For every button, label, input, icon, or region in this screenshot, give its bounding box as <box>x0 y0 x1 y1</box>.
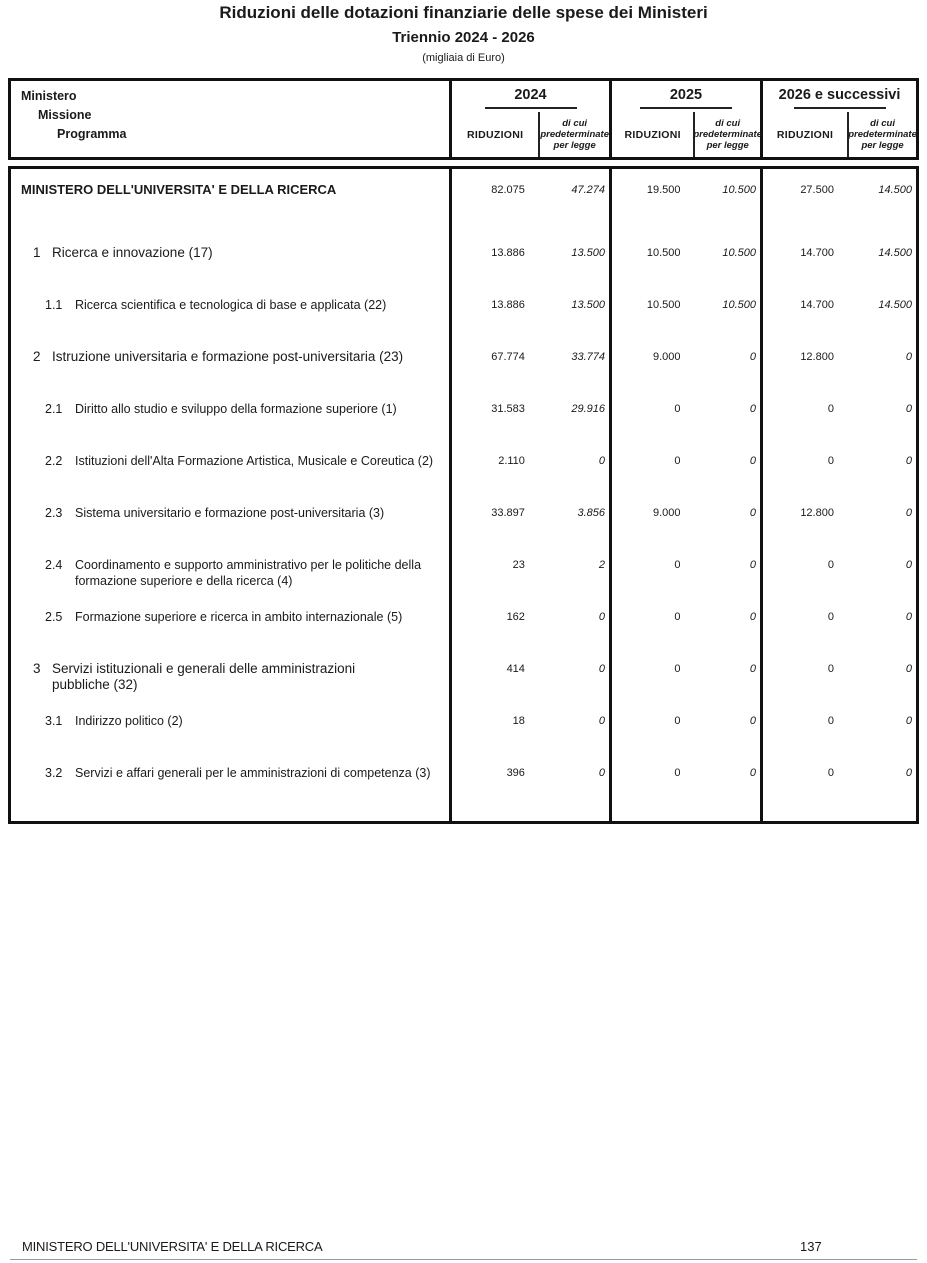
year-label-2024: 2024 <box>514 87 547 103</box>
riduzioni-2026: 0 <box>827 611 834 623</box>
row-label: Istruzione universitaria e formazione post-universitaria (23) <box>52 349 404 364</box>
predeterminate-2026: 0 <box>905 611 912 623</box>
col-predeterminate-2024: di cui predeterminate per legge <box>538 112 609 157</box>
row-label: Ricerca e innovazione (17) <box>52 245 213 260</box>
values-2025 <box>612 495 763 547</box>
row-label-cell <box>11 495 452 547</box>
header-ministero: Ministero <box>21 89 77 103</box>
values-2025 <box>612 235 763 287</box>
row-label-cell <box>11 443 452 495</box>
values-2026 <box>763 339 916 391</box>
riduzioni-2024: 396 <box>506 767 525 779</box>
riduzioni-2026: 0 <box>827 455 834 467</box>
table-row-program-2-3 <box>11 495 916 547</box>
row-label: Servizi istituzionali e generali delle amministrazioni pubbliche (32) <box>52 661 356 692</box>
row-label-cell <box>11 755 452 821</box>
table-header <box>8 78 919 160</box>
predeterminate-2026: 0 <box>905 559 912 571</box>
row-number: 2.3 <box>45 506 63 520</box>
riduzioni-2025: 0 <box>674 663 681 675</box>
riduzioni-2026: 12.800 <box>800 351 834 363</box>
row-label: MINISTERO DELL'UNIVERSITA' E DELLA RICERCA <box>21 182 337 197</box>
riduzioni-2024: 23 <box>512 559 525 571</box>
subheader-2026 <box>763 112 916 157</box>
predeterminate-2026: 0 <box>905 351 912 363</box>
table-row-program-2-5 <box>11 599 916 651</box>
year-label-2026: 2026 e successivi <box>778 87 901 103</box>
table-row-program-3-2 <box>11 755 916 821</box>
header-group-2026 <box>763 81 916 157</box>
values-2026 <box>763 169 916 235</box>
col-riduzioni-2025: RIDUZIONI <box>624 128 681 141</box>
riduzioni-2024: 33.897 <box>491 507 525 519</box>
riduzioni-2024: 67.774 <box>491 351 525 363</box>
row-number: 2.2 <box>45 454 63 468</box>
row-label-cell <box>11 547 452 599</box>
riduzioni-2025: 0 <box>674 715 681 727</box>
table-row-mission-3 <box>11 651 916 703</box>
values-2025 <box>612 169 763 235</box>
riduzioni-2024: 13.886 <box>491 299 525 311</box>
predeterminate-2026: 14.500 <box>878 299 912 311</box>
values-2025 <box>612 547 763 599</box>
row-label: Istituzioni dell'Alta Formazione Artistica, Musicale e Coreutica (2) <box>75 454 434 468</box>
predeterminate-2024: 0 <box>598 767 605 779</box>
row-number: 3 <box>33 661 41 676</box>
col-predeterminate-2025: di cui predeterminate per legge <box>693 112 760 157</box>
riduzioni-2026: 0 <box>827 715 834 727</box>
values-2024 <box>452 443 612 495</box>
table-row-program-3-1 <box>11 703 916 755</box>
predeterminate-2024: 0 <box>598 455 605 467</box>
values-2024 <box>452 339 612 391</box>
values-2024 <box>452 287 612 339</box>
predeterminate-2024: 13.500 <box>571 299 605 311</box>
values-2024 <box>452 235 612 287</box>
predeterminate-2024: 29.916 <box>571 403 605 415</box>
row-label: Diritto allo studio e sviluppo della formazione superiore (1) <box>75 402 397 416</box>
budget-table <box>8 78 919 824</box>
predeterminate-2026: 0 <box>905 455 912 467</box>
page-title: Riduzioni delle dotazioni finanziarie delle spese dei Ministeri <box>219 3 708 22</box>
row-label-cell <box>11 339 452 391</box>
riduzioni-2026: 0 <box>827 663 834 675</box>
header-group-2024 <box>452 81 612 157</box>
table-row-program-2-2 <box>11 443 916 495</box>
riduzioni-2024: 13.886 <box>491 247 525 259</box>
values-2024 <box>452 703 612 755</box>
riduzioni-2025: 0 <box>674 455 681 467</box>
row-label: Ricerca scientifica e tecnologica di base e applicata (22) <box>75 298 387 312</box>
riduzioni-2026: 27.500 <box>800 184 834 196</box>
row-label: Formazione superiore e ricerca in ambito internazionale (5) <box>75 610 403 624</box>
row-label-cell <box>11 651 452 703</box>
predeterminate-2024: 33.774 <box>571 351 605 363</box>
row-label: Coordinamento e supporto amministrativo per le politiche della formazione superiore e della ricerca (4) <box>75 558 422 588</box>
table-body <box>8 166 919 824</box>
year-underline <box>640 107 732 109</box>
riduzioni-2025: 10.500 <box>646 299 681 311</box>
footer-rule <box>10 1259 917 1260</box>
riduzioni-2025: 0 <box>674 559 681 571</box>
values-2026 <box>763 391 916 443</box>
riduzioni-2024: 31.583 <box>491 403 525 415</box>
values-2024 <box>452 169 612 235</box>
row-number: 3.2 <box>45 766 63 780</box>
row-label: Servizi e affari generali per le amministrazioni di competenza (3) <box>75 766 431 780</box>
table-row-mission-2 <box>11 339 916 391</box>
predeterminate-2024: 13.500 <box>571 247 605 259</box>
footer-ministry-name: MINISTERO DELL'UNIVERSITA' E DELLA RICERCA <box>22 1239 323 1254</box>
year-label-2025: 2025 <box>669 87 703 103</box>
row-label-cell <box>11 287 452 339</box>
values-2025 <box>612 599 763 651</box>
row-number: 2.5 <box>45 610 63 624</box>
predeterminate-2025: 0 <box>749 351 756 363</box>
riduzioni-2026: 14.700 <box>800 247 834 259</box>
predeterminate-2025: 0 <box>749 715 756 727</box>
values-2025 <box>612 703 763 755</box>
values-2026 <box>763 651 916 703</box>
values-2025 <box>612 651 763 703</box>
row-number: 1 <box>33 245 41 260</box>
table-row-program-2-1 <box>11 391 916 443</box>
riduzioni-2026: 12.800 <box>800 507 834 519</box>
riduzioni-2024: 2.110 <box>498 455 525 467</box>
values-2024 <box>452 599 612 651</box>
table-row-program-1-1 <box>11 287 916 339</box>
table-row-mission-1 <box>11 235 916 287</box>
predeterminate-2025: 0 <box>749 507 756 519</box>
values-2026 <box>763 703 916 755</box>
predeterminate-2026: 0 <box>905 663 912 675</box>
table-row-program-2-4 <box>11 547 916 599</box>
table-row-ministry <box>11 169 916 235</box>
riduzioni-2025: 9.000 <box>652 351 681 363</box>
row-label: Sistema universitario e formazione post-universitaria (3) <box>75 506 385 520</box>
predeterminate-2026: 14.500 <box>878 247 912 259</box>
header-programma: Programma <box>57 127 127 141</box>
subheader-2025 <box>612 112 763 157</box>
values-2026 <box>763 235 916 287</box>
row-number: 2.4 <box>45 558 63 572</box>
predeterminate-2025: 0 <box>749 455 756 467</box>
values-2024 <box>452 391 612 443</box>
riduzioni-2026: 14.700 <box>800 299 834 311</box>
col-predeterminate-2026: di cui predeterminate per legge <box>847 112 916 157</box>
predeterminate-2025: 0 <box>749 559 756 571</box>
row-label-cell <box>11 703 452 755</box>
riduzioni-2026: 0 <box>827 559 834 571</box>
values-2025 <box>612 339 763 391</box>
year-underline <box>485 107 577 109</box>
predeterminate-2026: 0 <box>905 767 912 779</box>
year-underline <box>794 107 886 109</box>
values-2025 <box>612 755 763 821</box>
values-2026 <box>763 443 916 495</box>
predeterminate-2024: 0 <box>598 715 605 727</box>
header-group-2025 <box>612 81 763 157</box>
row-label: Indirizzo politico (2) <box>75 714 183 728</box>
riduzioni-2025: 10.500 <box>646 247 681 259</box>
predeterminate-2026: 0 <box>905 507 912 519</box>
values-2025 <box>612 287 763 339</box>
unit-note: (migliaia di Euro) <box>422 52 505 64</box>
riduzioni-2025: 9.000 <box>652 507 681 519</box>
row-label-cell <box>11 391 452 443</box>
riduzioni-2024: 414 <box>506 663 525 675</box>
row-label-cell <box>11 599 452 651</box>
riduzioni-2024: 162 <box>506 611 525 623</box>
riduzioni-2026: 0 <box>827 403 834 415</box>
predeterminate-2024: 2 <box>598 559 605 571</box>
values-2026 <box>763 599 916 651</box>
row-label-cell <box>11 169 452 235</box>
values-2024 <box>452 495 612 547</box>
predeterminate-2025: 10.500 <box>722 247 756 259</box>
predeterminate-2025: 0 <box>749 663 756 675</box>
predeterminate-2025: 0 <box>749 611 756 623</box>
predeterminate-2024: 0 <box>598 611 605 623</box>
riduzioni-2026: 0 <box>827 767 834 779</box>
values-2025 <box>612 391 763 443</box>
predeterminate-2024: 47.274 <box>571 184 605 196</box>
row-number: 1.1 <box>45 298 63 312</box>
values-2024 <box>452 547 612 599</box>
header-hierarchy <box>11 81 452 157</box>
row-number: 2 <box>33 349 41 364</box>
row-number: 3.1 <box>45 714 63 728</box>
riduzioni-2025: 19.500 <box>646 184 681 196</box>
values-2025 <box>612 443 763 495</box>
col-riduzioni-2026: RIDUZIONI <box>776 128 834 141</box>
predeterminate-2026: 0 <box>905 715 912 727</box>
values-2026 <box>763 755 916 821</box>
subheader-2024 <box>452 112 609 157</box>
row-label-cell <box>11 235 452 287</box>
footer-page-number: 137 <box>800 1239 822 1254</box>
predeterminate-2025: 10.500 <box>722 184 756 196</box>
col-riduzioni-2024: RIDUZIONI <box>466 128 524 141</box>
riduzioni-2024: 18 <box>512 715 525 727</box>
riduzioni-2025: 0 <box>674 767 681 779</box>
values-2026 <box>763 495 916 547</box>
header-missione: Missione <box>38 108 92 122</box>
predeterminate-2025: 10.500 <box>722 299 756 311</box>
page-subtitle: Triennio 2024 - 2026 <box>392 29 535 46</box>
row-number: 2.1 <box>45 402 63 416</box>
values-2024 <box>452 651 612 703</box>
values-2026 <box>763 547 916 599</box>
values-2026 <box>763 287 916 339</box>
predeterminate-2025: 0 <box>749 767 756 779</box>
predeterminate-2025: 0 <box>749 403 756 415</box>
values-2024 <box>452 755 612 821</box>
predeterminate-2026: 0 <box>905 403 912 415</box>
predeterminate-2026: 14.500 <box>878 184 912 196</box>
riduzioni-2025: 0 <box>674 403 681 415</box>
riduzioni-2024: 82.075 <box>491 184 525 196</box>
predeterminate-2024: 3.856 <box>577 507 605 519</box>
riduzioni-2025: 0 <box>674 611 681 623</box>
predeterminate-2024: 0 <box>598 663 605 675</box>
